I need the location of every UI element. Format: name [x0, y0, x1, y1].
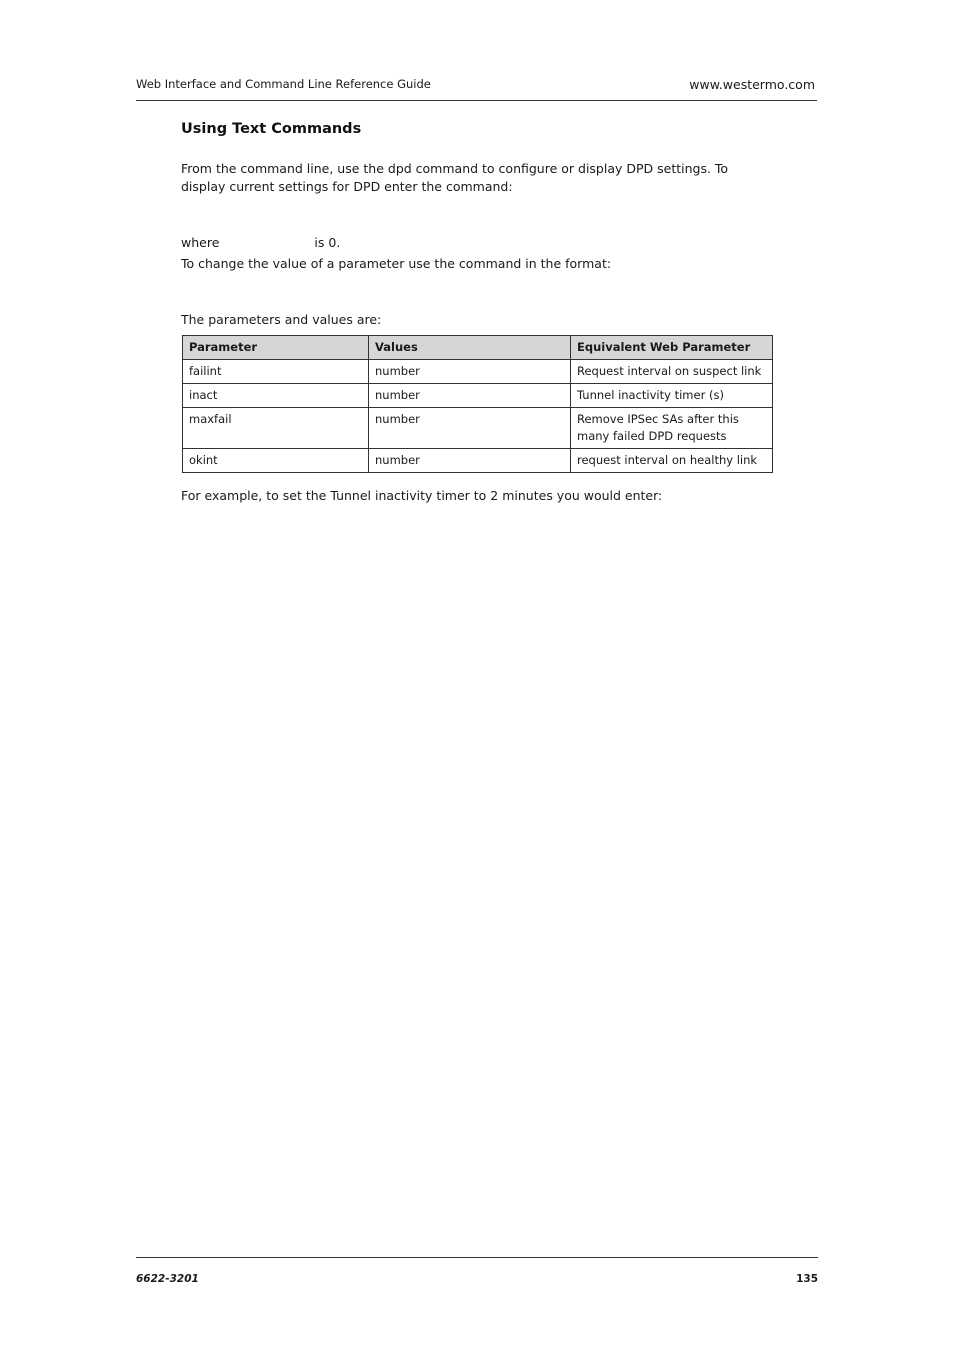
- website-url: www.westermo.com: [689, 77, 815, 92]
- table-row: [183, 360, 773, 384]
- section-heading: Using Text Commands: [181, 121, 362, 137]
- table-cell: Tunnel inactivity timer (s): [571, 384, 773, 408]
- example-paragraph: For example, to set the Tunnel inactivity timer to 2 minutes you would enter:: [181, 488, 663, 503]
- table-header-row: [183, 336, 773, 360]
- page-header: [136, 72, 817, 101]
- table-cell: maxfail: [183, 408, 369, 449]
- where-suffix: is 0.: [314, 235, 341, 250]
- table-cell: okint: [183, 449, 369, 473]
- table-cell: request interval on healthy link: [571, 449, 773, 473]
- params-intro: The parameters and values are:: [181, 312, 382, 327]
- page-footer: [136, 1257, 818, 1285]
- table-cell: number: [369, 360, 571, 384]
- column-header-web-parameter: Equivalent Web Parameter: [571, 336, 773, 360]
- guide-title: Web Interface and Command Line Reference Guide: [136, 77, 431, 91]
- table-cell: number: [369, 384, 571, 408]
- column-header-values: Values: [369, 336, 571, 360]
- where-prefix: where: [181, 235, 220, 250]
- table-row: [183, 408, 773, 449]
- table-row: [183, 449, 773, 473]
- table-row: [183, 384, 773, 408]
- table-cell: Remove IPSec SAs after this many failed DPD requests: [571, 408, 773, 449]
- change-paragraph: To change the value of a parameter use the command in the format:: [181, 256, 612, 271]
- table-cell: inact: [183, 384, 369, 408]
- table-cell: number: [369, 449, 571, 473]
- table-cell: number: [369, 408, 571, 449]
- intro-paragraph: From the command line, use the dpd command to configure or display DPD settings. To display current settings for DPD enter the command:: [181, 161, 729, 194]
- document-number: 6622-3201: [136, 1273, 199, 1285]
- table-cell: failint: [183, 360, 369, 384]
- parameter-table: [182, 335, 773, 473]
- column-header-parameter: Parameter: [183, 336, 369, 360]
- table-cell: Request interval on suspect link: [571, 360, 773, 384]
- page-number: 135: [796, 1273, 818, 1285]
- where-line: [181, 234, 340, 252]
